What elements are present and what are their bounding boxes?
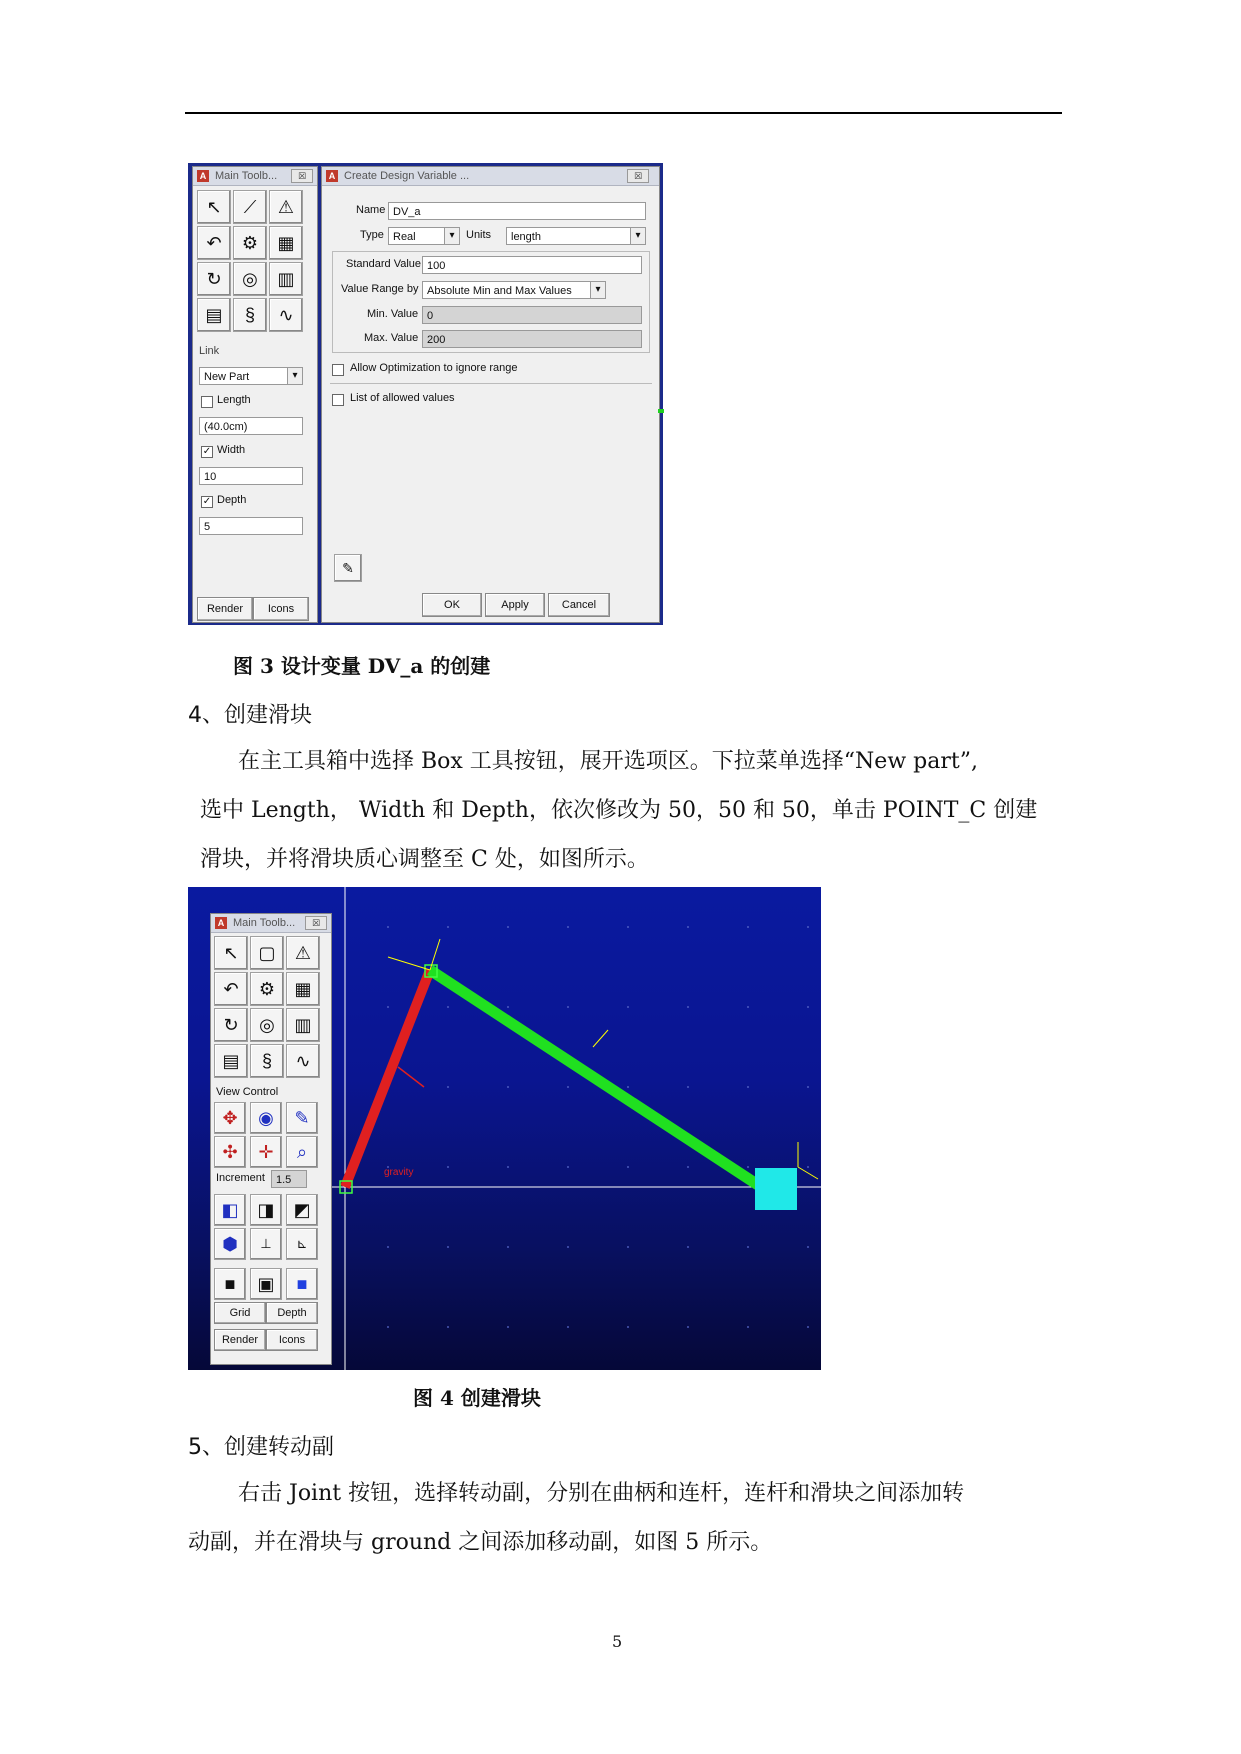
width-checkbox[interactable]: ✓ <box>202 446 212 457</box>
coupler-link[interactable] <box>430 970 758 1185</box>
name-field[interactable]: DV_a <box>388 202 646 220</box>
increment-label: Increment <box>216 1172 265 1184</box>
depth-button[interactable]: Depth <box>266 1302 318 1324</box>
measure-icon[interactable]: ⚠ <box>286 936 320 970</box>
depth-label: Depth <box>217 494 247 506</box>
figure-3-caption: 图 3 设计变量 DV_a 的创建 <box>233 654 491 678</box>
width-label: Width <box>217 444 246 456</box>
iso-view-icon[interactable]: ⬢ <box>214 1228 246 1260</box>
adams-logo-icon: A <box>326 170 338 182</box>
section-4-line-3: 滑块，并将滑块质心调整至 C 处，如图所示。 <box>200 847 649 872</box>
figure-4-caption: 图 4 创建滑块 <box>413 1386 541 1410</box>
side-view-icon[interactable]: ◨ <box>250 1194 282 1226</box>
page-number: 5 <box>612 1632 623 1651</box>
window-icon[interactable]: ▣ <box>250 1268 282 1300</box>
min-value-label: Min. Value <box>367 308 419 320</box>
section-5-line-1: 右击 Joint 按钮，选择转动副，分别在曲柄和连杆，连杆和滑块之间添加转 <box>238 1481 965 1506</box>
toolbox-titlebar <box>193 167 317 186</box>
units-dropdown[interactable]: length ▾ <box>506 227 646 245</box>
edit-icon[interactable]: ✎ <box>334 554 362 582</box>
center-icon[interactable]: ✛ <box>250 1136 282 1168</box>
translate-icon[interactable]: ✥ <box>214 1102 246 1134</box>
dialog-titlebar <box>322 167 659 186</box>
type-dropdown[interactable]: Real ▾ <box>388 227 460 245</box>
part-dropdown[interactable]: New Part ▾ <box>199 367 303 385</box>
spring-icon[interactable]: § <box>250 1044 284 1078</box>
close-icon[interactable]: ☒ <box>291 169 313 183</box>
toolbox-titlebar <box>211 914 331 933</box>
allowed-values-checkbox[interactable] <box>332 394 344 406</box>
rotate-icon[interactable]: ↻ <box>197 262 231 296</box>
section-4-line-2: 选中 Length， Width 和 Depth，依次修改为 50，50 和 50，单击 POINT_C 创建 <box>200 798 1038 823</box>
link-tool-icon[interactable]: ⟋ <box>233 190 267 224</box>
spring-icon[interactable]: § <box>233 298 267 332</box>
main-toolbox-panel <box>192 166 318 623</box>
zoom-icon[interactable]: ◎ <box>233 262 267 296</box>
depth-checkbox[interactable]: ✓ <box>202 496 212 507</box>
marker-triad-icon <box>388 939 818 1179</box>
background-link-fragment <box>658 409 664 413</box>
film-icon[interactable]: ▥ <box>286 1008 320 1042</box>
max-value-label: Max. Value <box>364 332 419 344</box>
calculator-icon[interactable]: ▦ <box>286 972 320 1006</box>
calculator-icon[interactable]: ▦ <box>269 226 303 260</box>
length-checkbox[interactable] <box>201 396 213 408</box>
icons-button[interactable]: Icons <box>253 597 309 621</box>
standard-value-label: Standard Value <box>346 258 422 270</box>
figure-3-screenshot <box>188 163 663 625</box>
axes-123-icon[interactable]: ⊾ <box>286 1228 318 1260</box>
grid-button[interactable]: Grid <box>214 1302 266 1324</box>
slider-block[interactable] <box>755 1168 797 1210</box>
min-value-field[interactable]: 0 <box>422 306 642 324</box>
black-fill-icon[interactable]: ■ <box>214 1268 246 1300</box>
pan-icon[interactable]: ✎ <box>286 1102 318 1134</box>
top-view-icon[interactable]: ◩ <box>286 1194 318 1226</box>
close-icon[interactable]: ☒ <box>305 916 327 930</box>
section-5-line-2: 动副，并在滑块与 ground 之间添加移动副，如图 5 所示。 <box>188 1530 773 1555</box>
zoom-icon[interactable]: ◎ <box>250 1008 284 1042</box>
box-tool-icon[interactable]: ▢ <box>250 936 284 970</box>
ok-button[interactable]: OK <box>422 593 482 617</box>
length-label: Length <box>217 394 251 406</box>
select-arrow-icon[interactable]: ↖ <box>214 936 248 970</box>
fit-icon[interactable]: ◉ <box>250 1102 282 1134</box>
type-label: Type <box>360 229 384 241</box>
crank-cm-marker <box>398 1067 424 1087</box>
design-variable-dialog <box>321 166 660 623</box>
gravity-label: gravity <box>384 1167 414 1178</box>
curve-icon[interactable]: ↶ <box>214 972 248 1006</box>
crank-link[interactable] <box>345 970 430 1187</box>
increment-field[interactable]: 1.5 <box>271 1170 307 1188</box>
render-button[interactable]: Render <box>214 1329 266 1351</box>
apply-button[interactable]: Apply <box>485 593 545 617</box>
standard-value-field[interactable]: 100 <box>422 256 642 274</box>
section-5-heading: 5、创建转动副 <box>188 1435 334 1460</box>
units-label: Units <box>466 229 492 241</box>
value-range-label: Value Range by <box>341 283 419 295</box>
plot-icon[interactable]: ▤ <box>214 1044 248 1078</box>
joint-icon[interactable]: ⚙ <box>233 226 267 260</box>
length-field[interactable]: (40.0cm) <box>199 417 303 435</box>
section-label: Link <box>199 345 220 357</box>
curve-icon[interactable]: ↶ <box>197 226 231 260</box>
figure-4-screenshot <box>188 887 821 1370</box>
cancel-button[interactable]: Cancel <box>548 593 610 617</box>
measure-icon[interactable]: ⚠ <box>269 190 303 224</box>
adams-logo-icon: A <box>197 170 209 182</box>
axes-yx-icon[interactable]: ⊥ <box>250 1228 282 1260</box>
allowed-values-label: List of allowed values <box>350 392 455 404</box>
divider <box>330 383 652 384</box>
close-icon[interactable]: ☒ <box>627 169 649 183</box>
allow-optimization-label: Allow Optimization to ignore range <box>350 362 518 374</box>
film-icon[interactable]: ▥ <box>269 262 303 296</box>
toolbox-title: Main Toolb... <box>233 917 296 929</box>
render-button[interactable]: Render <box>197 597 253 621</box>
width-field[interactable]: 10 <box>199 467 303 485</box>
icons-button[interactable]: Icons <box>266 1329 318 1351</box>
section-4-heading: 4、创建滑块 <box>188 703 312 728</box>
max-value-field[interactable]: 200 <box>422 330 642 348</box>
select-arrow-icon[interactable]: ↖ <box>197 190 231 224</box>
section-4-line-1: 在主工具箱中选择 Box 工具按钮，展开选项区。下拉菜单选择“New part”, <box>238 749 978 774</box>
name-label: Name <box>356 204 386 216</box>
joint-icon[interactable]: ⚙ <box>250 972 284 1006</box>
header-rule <box>185 112 1062 114</box>
graph-icon[interactable]: ∿ <box>269 298 303 332</box>
front-view-icon[interactable]: ◧ <box>214 1194 246 1226</box>
view-control-label: View Control <box>216 1086 279 1098</box>
dialog-title: Create Design Variable ... <box>344 170 470 182</box>
adams-logo-icon: A <box>215 917 227 929</box>
toolbox-title: Main Toolb... <box>215 170 278 182</box>
value-range-dropdown[interactable]: Absolute Min and Max Values ▾ <box>422 281 606 299</box>
rotate-view-icon[interactable]: ✣ <box>214 1136 246 1168</box>
rotate-icon[interactable]: ↻ <box>214 1008 248 1042</box>
magnify-icon[interactable]: ⌕ <box>286 1136 318 1168</box>
depth-field[interactable]: 5 <box>199 517 303 535</box>
graph-icon[interactable]: ∿ <box>286 1044 320 1078</box>
plot-icon[interactable]: ▤ <box>197 298 231 332</box>
blue-fill-icon[interactable]: ■ <box>286 1268 318 1300</box>
allow-optimization-checkbox[interactable] <box>332 364 344 376</box>
figure-4-toolbox <box>210 913 332 1365</box>
